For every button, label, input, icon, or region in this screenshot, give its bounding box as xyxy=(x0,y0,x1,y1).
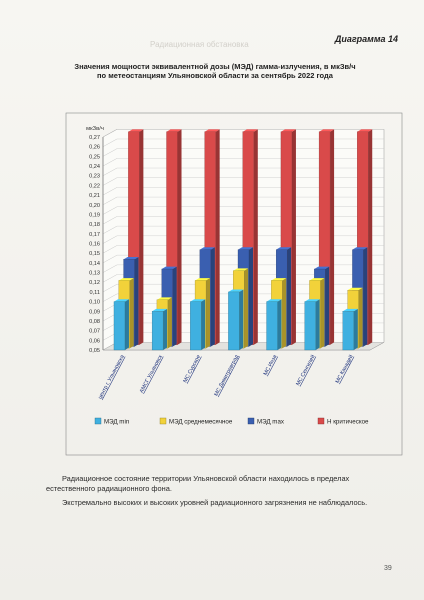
bar-side xyxy=(354,309,358,350)
bar-side xyxy=(254,129,258,344)
y-tick-label: 0,12 xyxy=(89,280,100,287)
legend-swatch xyxy=(318,418,324,424)
chart-title-line1: Значения мощности эквивалентной дозы (МЭД) гамма-излучения, в мкЗв/ч xyxy=(74,62,356,71)
paragraph-2: естественного радиационного фона. xyxy=(46,484,172,493)
bar-side xyxy=(216,129,220,344)
bar-side xyxy=(139,129,143,344)
legend-label: МЭД min xyxy=(104,418,130,426)
x-tick-label: центр г. Ульяновска xyxy=(97,354,126,401)
bar-side xyxy=(278,299,282,350)
y-tick-label: 0,06 xyxy=(89,338,100,345)
bar-side xyxy=(130,278,134,348)
bar-side xyxy=(239,290,243,350)
y-tick-label: 0,08 xyxy=(89,318,100,325)
y-axis-label: мкЗв/ч xyxy=(86,126,104,132)
legend-swatch xyxy=(95,418,101,424)
y-tick-label: 0,16 xyxy=(89,241,100,248)
y-tick-label: 0,24 xyxy=(89,164,100,171)
bar-side xyxy=(320,278,324,348)
y-tick-label: 0,18 xyxy=(89,222,100,229)
y-tick-label: 0,26 xyxy=(89,144,100,151)
bar-1-5 xyxy=(267,302,278,350)
y-tick-label: 0,17 xyxy=(89,231,100,238)
ghost-heading: Радиационная обстановка xyxy=(150,40,249,49)
x-tick-label: МС Димитровград xyxy=(213,354,241,398)
legend-label: МЭД среднемесячное xyxy=(169,418,233,426)
legend-swatch xyxy=(160,418,166,424)
page-number: 39 xyxy=(384,565,392,572)
y-tick-label: 0,21 xyxy=(89,193,100,200)
bar-side xyxy=(287,247,291,346)
bar-side xyxy=(206,278,210,348)
bar-side xyxy=(125,299,129,350)
bar-1-7 xyxy=(343,311,354,350)
bar-1-2 xyxy=(152,311,163,350)
legend-swatch xyxy=(248,418,254,424)
y-tick-label: 0,20 xyxy=(89,202,100,209)
bar-side xyxy=(135,257,139,347)
bar-side xyxy=(363,247,367,346)
bar-side xyxy=(211,247,215,346)
bar-1-1 xyxy=(114,302,125,350)
legend-label: МЭД max xyxy=(257,418,284,426)
y-tick-label: 0,05 xyxy=(89,348,100,354)
x-tick-label: АМСГ Ульяновск xyxy=(138,354,164,395)
bar-side xyxy=(282,278,286,348)
diagram-label: Диаграмма 14 xyxy=(334,34,398,44)
bar-side xyxy=(249,247,253,346)
y-tick-label: 0,25 xyxy=(89,154,100,161)
x-tick-label: МС Сенгилей xyxy=(295,354,317,387)
bar-1-6 xyxy=(305,302,316,350)
bar-side xyxy=(178,129,182,344)
bar-side xyxy=(244,268,248,348)
y-tick-label: 0,19 xyxy=(89,212,100,219)
y-tick-label: 0,11 xyxy=(89,289,100,296)
x-tick-label: МС Канадей xyxy=(334,354,355,385)
y-tick-label: 0,23 xyxy=(89,173,100,180)
bar-side xyxy=(330,129,334,344)
bar-side xyxy=(168,297,172,348)
y-tick-label: 0,27 xyxy=(89,135,100,141)
x-tick-label: МС Сурское xyxy=(182,354,203,384)
bar-side xyxy=(316,299,320,350)
bar-side xyxy=(359,288,363,348)
bar-1-3 xyxy=(190,302,201,350)
y-tick-label: 0,10 xyxy=(89,299,100,306)
bar-side xyxy=(368,129,372,344)
bar-side xyxy=(292,129,296,344)
bar-side xyxy=(173,267,177,347)
y-tick-label: 0,09 xyxy=(89,309,100,316)
y-tick-label: 0,14 xyxy=(89,260,100,267)
chart-title-line2: по метеостанциям Ульяновской области за сентябрь 2022 года xyxy=(97,71,333,80)
bar-side xyxy=(325,267,329,347)
y-tick-label: 0,13 xyxy=(89,270,100,277)
paragraph-3: Экстремально высоких и высоких уровней радиационного загрязнения не наблюдалось. xyxy=(62,498,368,507)
y-tick-label: 0,22 xyxy=(89,183,100,190)
legend-label: Н критическое xyxy=(327,418,369,426)
bar-side xyxy=(163,309,167,350)
paragraph-1: Радиационное состояние территории Ульяновской области находилось в пределах xyxy=(62,474,350,483)
y-tick-label: 0,15 xyxy=(89,251,100,258)
y-tick-label: 0,07 xyxy=(89,328,100,335)
bar-side xyxy=(201,299,205,350)
x-tick-label: МС Инза xyxy=(262,354,279,377)
bar-1-4 xyxy=(228,292,239,350)
